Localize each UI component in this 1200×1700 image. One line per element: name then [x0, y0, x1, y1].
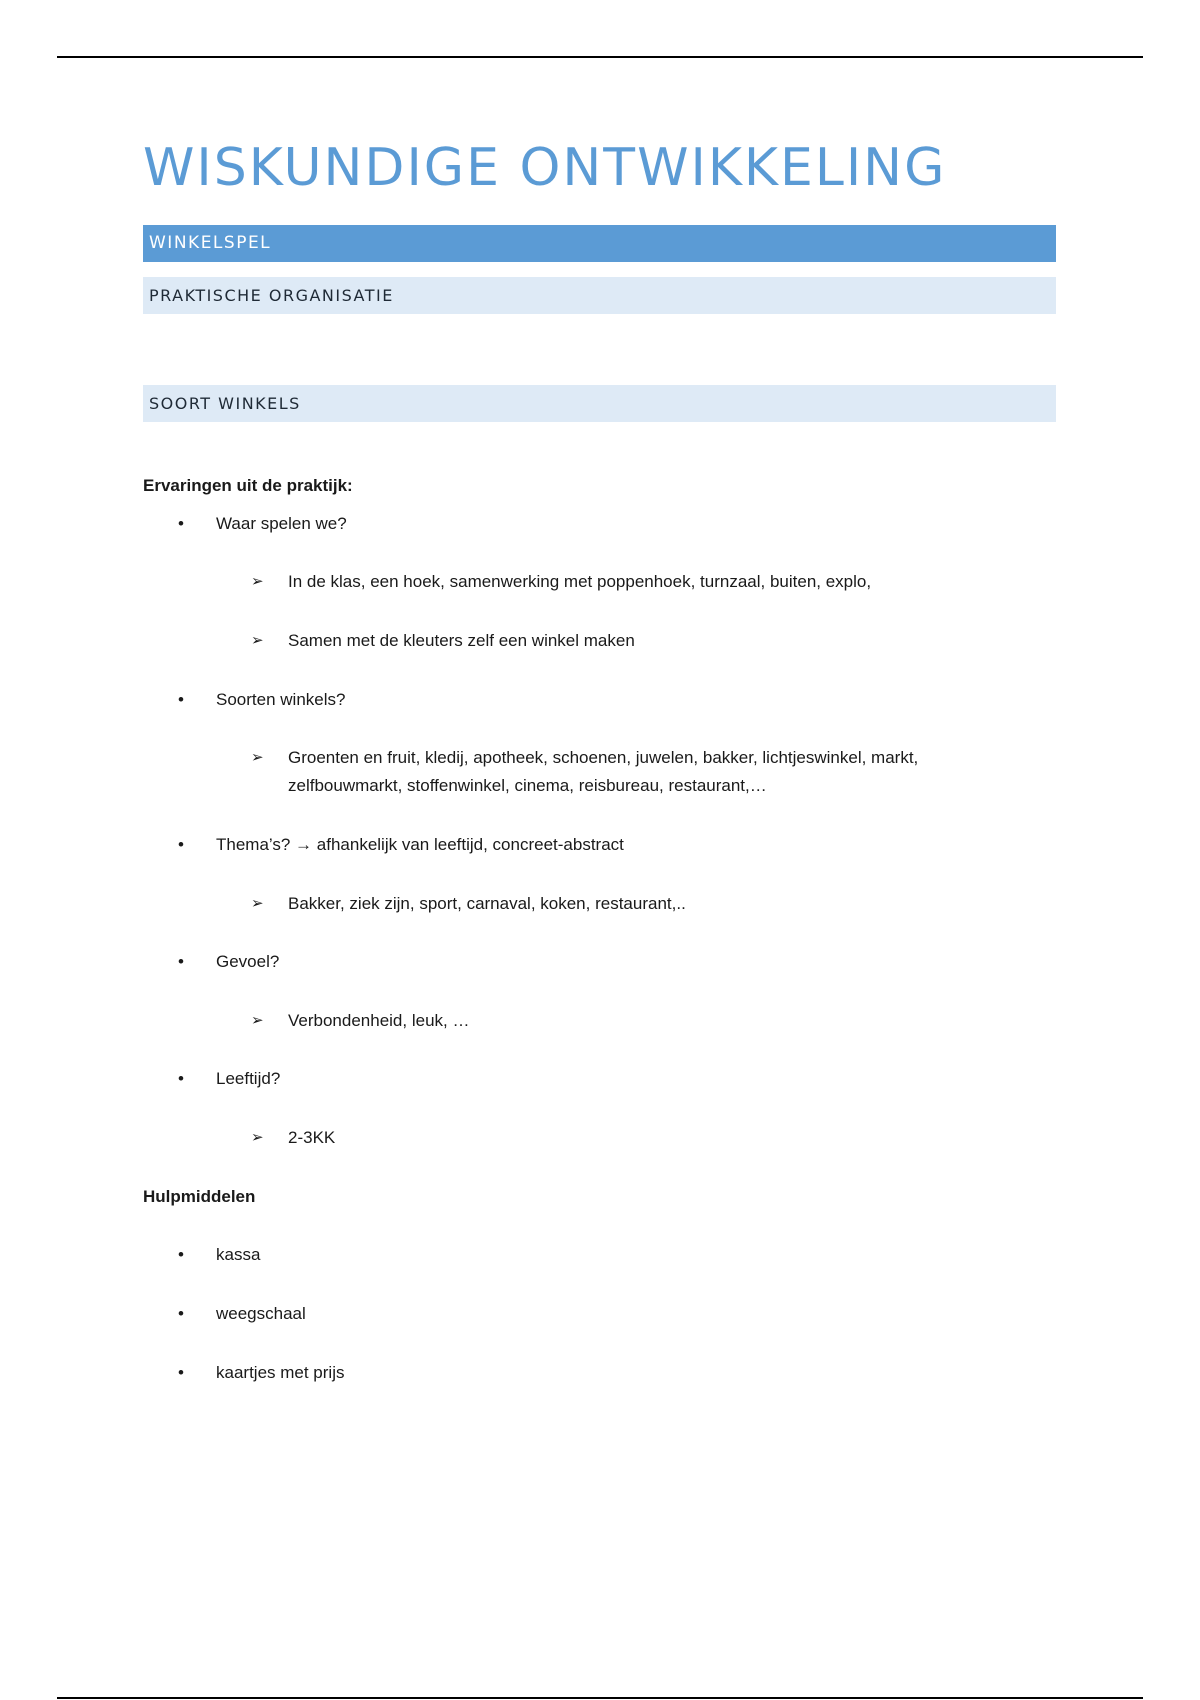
bullet-icon: •: [178, 1304, 184, 1323]
list-item: weegschaal: [216, 1304, 306, 1323]
bullet-icon: •: [178, 835, 184, 854]
bullet-icon: •: [178, 1069, 184, 1088]
sub-list-item: Bakker, ziek zijn, sport, carnaval, koken, restaurant,..: [288, 894, 686, 913]
list-item: Gevoel?: [216, 952, 280, 971]
heading-winkelspel: WINKELSPEL: [143, 225, 1056, 262]
bullet-icon: •: [178, 514, 184, 533]
heading-praktische-organisatie: PRAKTISCHE ORGANISATIE: [143, 277, 1056, 314]
sub-list-item: Groenten en fruit, kledij, apotheek, schoenen, juwelen, bakker, lichtjeswinkel, markt, zelfbouwmarkt, stoffenwinkel, cinema, reisbureau, restaurant,…: [288, 748, 919, 795]
sub-list-item: Samen met de kleuters zelf een winkel maken: [288, 631, 635, 650]
sub-list-item: 2-3KK: [288, 1128, 336, 1147]
list-item: Soorten winkels?: [216, 690, 346, 709]
list-item: Waar spelen we?: [216, 514, 347, 533]
page-title: WISKUNDIGE ONTWIKKELING: [143, 138, 947, 198]
bullet-icon: •: [178, 952, 184, 971]
bullet-icon: •: [178, 1245, 184, 1264]
heading-soort-winkels: SOORT WINKELS: [143, 385, 1056, 422]
footer-rule: [57, 1697, 1143, 1699]
header-rule: [57, 56, 1143, 58]
arrow-bullet-icon: ➢: [251, 895, 264, 912]
arrow-bullet-icon: ➢: [251, 749, 264, 766]
sub-list-item: In de klas, een hoek, samenwerking met poppenhoek, turnzaal, buiten, explo,: [288, 572, 872, 591]
arrow-bullet-icon: ➢: [251, 632, 264, 649]
list-item: Thema’s? → afhankelijk van leeftijd, concreet-abstract: [216, 835, 624, 854]
section-label-hulpmiddelen: Hulpmiddelen: [143, 1187, 256, 1206]
bullet-icon: •: [178, 690, 184, 709]
list-item: kaartjes met prijs: [216, 1363, 345, 1382]
section-label-ervaringen: Ervaringen uit de praktijk:: [143, 476, 353, 495]
bullet-icon: •: [178, 1363, 184, 1382]
arrow-bullet-icon: ➢: [251, 1129, 264, 1146]
list-item: kassa: [216, 1245, 261, 1264]
sub-list-item: Verbondenheid, leuk, …: [288, 1011, 470, 1030]
arrow-bullet-icon: ➢: [251, 1012, 264, 1029]
list-item: Leeftijd?: [216, 1069, 281, 1088]
arrow-bullet-icon: ➢: [251, 573, 264, 590]
